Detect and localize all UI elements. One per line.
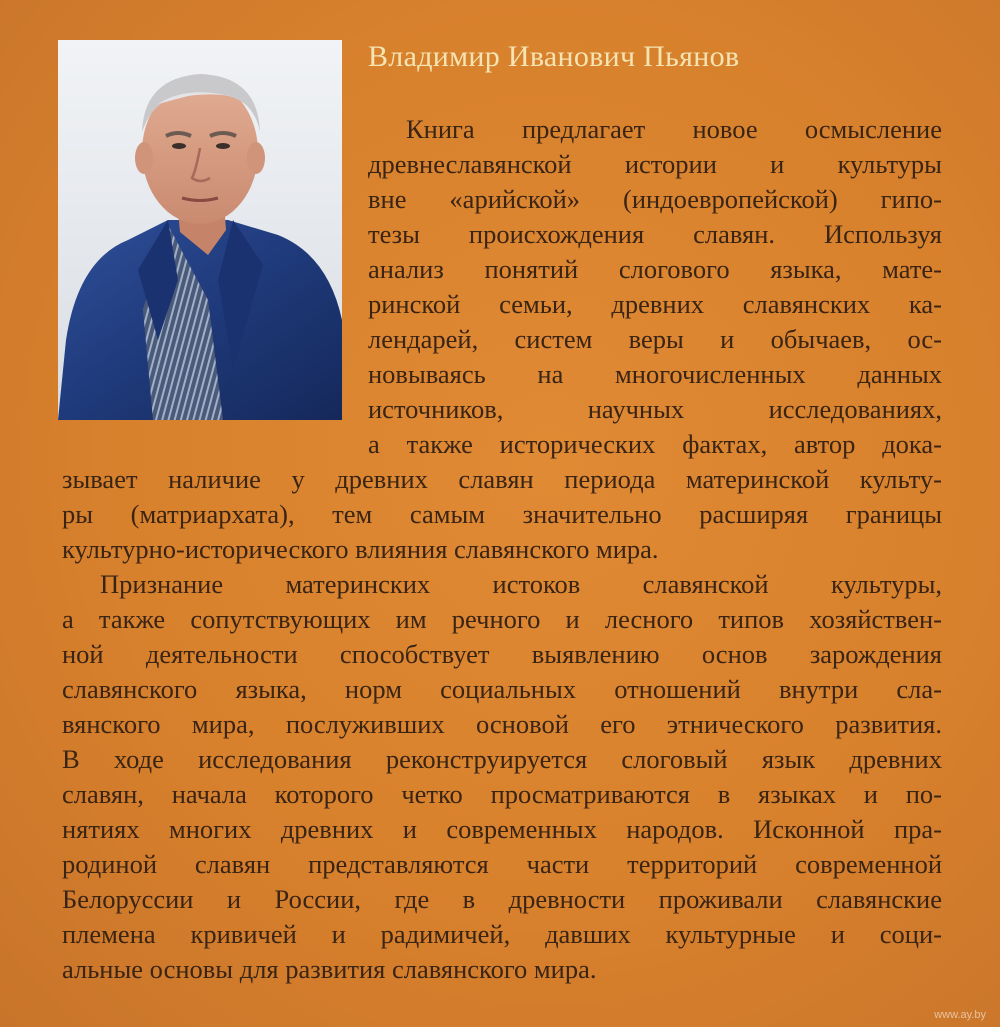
text-line: В ходе исследования реконструируется слоговый язык древних: [62, 744, 942, 774]
author-portrait-image: [58, 40, 342, 420]
text-line: источников, научных исследованиях,: [368, 394, 942, 424]
text-line: нятиях многих древних и современных народов. Исконной пра-: [62, 814, 942, 844]
text-line: тезы происхождения славян. Используя: [368, 219, 942, 249]
text-line: ной деятельности способствует выявлению основ зарождения: [62, 639, 942, 669]
text-line: альные основы для развития славянского мира.: [62, 954, 597, 984]
text-line: культурно-исторического влияния славянского мира.: [62, 534, 659, 564]
text-line: Книга предлагает новое осмысление: [406, 114, 942, 144]
text-line: славян, начала которого четко просматриваются в языках и по-: [62, 779, 942, 809]
text-line: ринской семьи, древних славянских ка-: [368, 289, 942, 319]
text-line: Признание материнских истоков славянской культуры,: [100, 569, 942, 599]
text-line: анализ понятий слогового языка, мате-: [368, 254, 942, 284]
author-name: Владимир Иванович Пьянов: [368, 40, 740, 73]
text-line: а также сопутствующих им речного и лесного типов хозяйствен-: [62, 604, 942, 634]
text-line: вне «арийской» (индоевропейской) гипо-: [368, 184, 942, 214]
text-line: новываясь на многочисленных данных: [368, 359, 942, 389]
text-line: зывает наличие у древних славян периода материнской культу-: [62, 464, 942, 494]
text-line: родиной славян представляются части территорий современной: [62, 849, 942, 879]
text-line: племена кривичей и радимичей, давших культурные и соци-: [62, 919, 942, 949]
text-line: древнеславянской истории и культуры: [368, 149, 942, 179]
text-line: а также исторических фактах, автор дока-: [368, 429, 942, 459]
text-line: славянского языка, норм социальных отношений внутри сла-: [62, 674, 942, 704]
author-photo: [58, 40, 342, 420]
watermark: www.ay.by: [934, 1009, 986, 1021]
text-line: Белоруссии и России, где в древности проживали славянские: [62, 884, 942, 914]
text-line: лендарей, систем веры и обычаев, ос-: [368, 324, 942, 354]
text-line: ры (матриархата), тем самым значительно расширяя границы: [62, 499, 942, 529]
text-line: вянского мира, послуживших основой его этнического развития.: [62, 709, 942, 739]
